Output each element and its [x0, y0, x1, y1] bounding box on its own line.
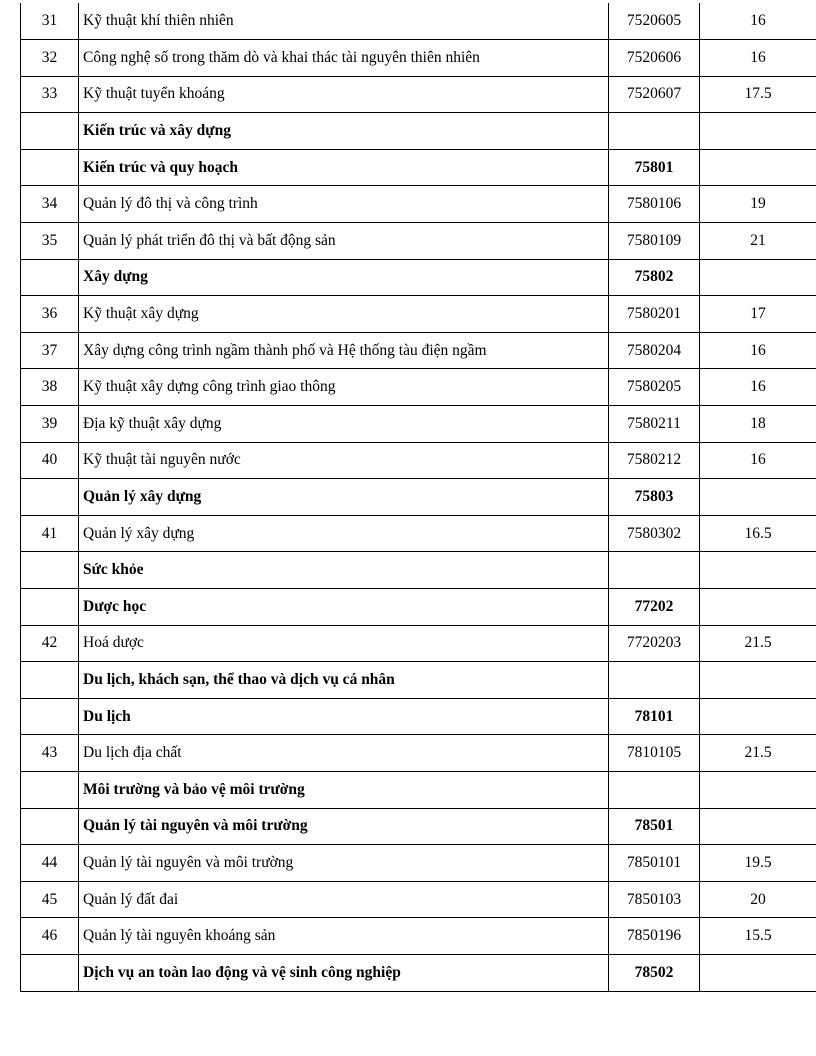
majors-table-body — [21, 3, 816, 991]
major-name-cell: Môi trường và bảo vệ môi trường — [79, 771, 609, 808]
cutoff-score-cell: 18 — [700, 406, 816, 443]
major-name-cell: Dịch vụ an toàn lao động và vệ sinh công nghiệp — [79, 954, 609, 991]
cutoff-score-cell: 16.5 — [700, 515, 816, 552]
cutoff-score-cell — [700, 113, 816, 150]
cutoff-score-cell: 19 — [700, 186, 816, 223]
row-number-cell: 42 — [21, 625, 79, 662]
row-number-cell — [21, 479, 79, 516]
row-number-cell — [21, 552, 79, 589]
major-code-cell: 7810105 — [609, 735, 700, 772]
table-group-header-row — [21, 552, 816, 589]
major-code-cell: 7580201 — [609, 296, 700, 333]
major-name-cell: Quản lý tài nguyên và môi trường — [79, 808, 609, 845]
row-number-cell: 35 — [21, 223, 79, 260]
cutoff-score-cell — [700, 662, 816, 699]
table-row — [21, 223, 816, 260]
table-group-header-row — [21, 808, 816, 845]
major-name-cell: Kiến trúc và quy hoạch — [79, 149, 609, 186]
major-name-cell: Quản lý tài nguyên và môi trường — [79, 845, 609, 882]
cutoff-score-cell — [700, 589, 816, 626]
major-code-cell: 7580106 — [609, 186, 700, 223]
table-row — [21, 369, 816, 406]
row-number-cell: 43 — [21, 735, 79, 772]
major-name-cell: Kỹ thuật tài nguyên nước — [79, 442, 609, 479]
table-row — [21, 3, 816, 40]
major-name-cell: Dược học — [79, 589, 609, 626]
major-name-cell: Du lịch, khách sạn, thể thao và dịch vụ cá nhân — [79, 662, 609, 699]
cutoff-score-cell — [700, 808, 816, 845]
major-code-cell — [609, 771, 700, 808]
major-code-cell — [609, 113, 700, 150]
table-row — [21, 442, 816, 479]
cutoff-score-cell — [700, 552, 816, 589]
major-code-cell: 7850101 — [609, 845, 700, 882]
major-code-cell: 7580302 — [609, 515, 700, 552]
major-code-cell: 77202 — [609, 589, 700, 626]
row-number-cell — [21, 259, 79, 296]
cutoff-score-cell — [700, 479, 816, 516]
row-number-cell: 45 — [21, 881, 79, 918]
row-number-cell — [21, 771, 79, 808]
row-number-cell: 39 — [21, 406, 79, 443]
major-name-cell: Kiến trúc và xây dựng — [79, 113, 609, 150]
major-code-cell: 78502 — [609, 954, 700, 991]
row-number-cell: 34 — [21, 186, 79, 223]
table-row — [21, 735, 816, 772]
row-number-cell: 33 — [21, 76, 79, 113]
major-code-cell: 75802 — [609, 259, 700, 296]
row-number-cell — [21, 954, 79, 991]
row-number-cell: 44 — [21, 845, 79, 882]
cutoff-score-cell — [700, 771, 816, 808]
row-number-cell: 41 — [21, 515, 79, 552]
row-number-cell: 36 — [21, 296, 79, 333]
cutoff-score-cell — [700, 954, 816, 991]
major-code-cell: 7850103 — [609, 881, 700, 918]
cutoff-score-cell: 16 — [700, 3, 816, 40]
major-code-cell: 7580211 — [609, 406, 700, 443]
major-name-cell: Công nghệ số trong thăm dò và khai thác tài nguyên thiên nhiên — [79, 40, 609, 77]
row-number-cell: 38 — [21, 369, 79, 406]
cutoff-score-cell: 16 — [700, 442, 816, 479]
major-code-cell: 78101 — [609, 698, 700, 735]
cutoff-score-cell — [700, 259, 816, 296]
row-number-cell — [21, 808, 79, 845]
cutoff-score-cell: 16 — [700, 369, 816, 406]
row-number-cell: 40 — [21, 442, 79, 479]
major-name-cell: Xây dựng — [79, 259, 609, 296]
cutoff-score-cell: 21.5 — [700, 735, 816, 772]
cutoff-score-cell: 21 — [700, 223, 816, 260]
table-group-header-row — [21, 113, 816, 150]
table-row — [21, 406, 816, 443]
major-code-cell: 7580205 — [609, 369, 700, 406]
major-code-cell: 75801 — [609, 149, 700, 186]
major-name-cell: Quản lý phát triển đô thị và bất động sản — [79, 223, 609, 260]
major-code-cell — [609, 662, 700, 699]
major-name-cell: Du lịch địa chất — [79, 735, 609, 772]
table-group-header-row — [21, 698, 816, 735]
major-name-cell: Kỹ thuật khí thiên nhiên — [79, 3, 609, 40]
row-number-cell: 31 — [21, 3, 79, 40]
major-code-cell: 7580204 — [609, 332, 700, 369]
row-number-cell — [21, 149, 79, 186]
table-row — [21, 332, 816, 369]
cutoff-score-cell: 17.5 — [700, 76, 816, 113]
major-name-cell: Du lịch — [79, 698, 609, 735]
cutoff-score-cell: 17 — [700, 296, 816, 333]
major-code-cell: 78501 — [609, 808, 700, 845]
row-number-cell: 32 — [21, 40, 79, 77]
table-row — [21, 515, 816, 552]
major-code-cell — [609, 552, 700, 589]
table-group-header-row — [21, 149, 816, 186]
table-group-header-row — [21, 662, 816, 699]
table-row — [21, 40, 816, 77]
row-number-cell: 46 — [21, 918, 79, 955]
major-code-cell: 7720203 — [609, 625, 700, 662]
table-group-header-row — [21, 771, 816, 808]
major-name-cell: Kỹ thuật xây dựng — [79, 296, 609, 333]
cutoff-score-cell: 20 — [700, 881, 816, 918]
major-name-cell: Kỹ thuật tuyển khoáng — [79, 76, 609, 113]
major-name-cell: Quản lý xây dựng — [79, 479, 609, 516]
table-row — [21, 845, 816, 882]
cutoff-score-cell — [700, 149, 816, 186]
table-row — [21, 918, 816, 955]
major-name-cell: Hoá dược — [79, 625, 609, 662]
major-name-cell: Địa kỹ thuật xây dựng — [79, 406, 609, 443]
major-name-cell: Quản lý tài nguyên khoáng sản — [79, 918, 609, 955]
major-code-cell: 75803 — [609, 479, 700, 516]
table-row — [21, 186, 816, 223]
row-number-cell: 37 — [21, 332, 79, 369]
major-code-cell: 7520606 — [609, 40, 700, 77]
major-name-cell: Quản lý đô thị và công trình — [79, 186, 609, 223]
cutoff-score-cell: 16 — [700, 40, 816, 77]
table-group-header-row — [21, 954, 816, 991]
major-code-cell: 7520607 — [609, 76, 700, 113]
table-row — [21, 625, 816, 662]
major-name-cell: Kỹ thuật xây dựng công trình giao thông — [79, 369, 609, 406]
row-number-cell — [21, 589, 79, 626]
table-group-header-row — [21, 259, 816, 296]
major-code-cell: 7520605 — [609, 3, 700, 40]
table-row — [21, 76, 816, 113]
major-code-cell: 7580109 — [609, 223, 700, 260]
major-code-cell: 7850196 — [609, 918, 700, 955]
row-number-cell — [21, 113, 79, 150]
row-number-cell — [21, 698, 79, 735]
major-name-cell: Sức khỏe — [79, 552, 609, 589]
table-row — [21, 881, 816, 918]
majors-table — [20, 3, 816, 992]
table-row — [21, 296, 816, 333]
cutoff-score-cell: 19.5 — [700, 845, 816, 882]
row-number-cell — [21, 662, 79, 699]
major-name-cell: Quản lý đất đai — [79, 881, 609, 918]
table-group-header-row — [21, 479, 816, 516]
cutoff-score-cell: 15.5 — [700, 918, 816, 955]
cutoff-score-cell: 21.5 — [700, 625, 816, 662]
table-group-header-row — [21, 589, 816, 626]
major-code-cell: 7580212 — [609, 442, 700, 479]
major-name-cell: Quản lý xây dựng — [79, 515, 609, 552]
cutoff-score-cell: 16 — [700, 332, 816, 369]
cutoff-score-cell — [700, 698, 816, 735]
major-name-cell: Xây dựng công trình ngầm thành phố và Hệ thống tàu điện ngầm — [79, 332, 609, 369]
